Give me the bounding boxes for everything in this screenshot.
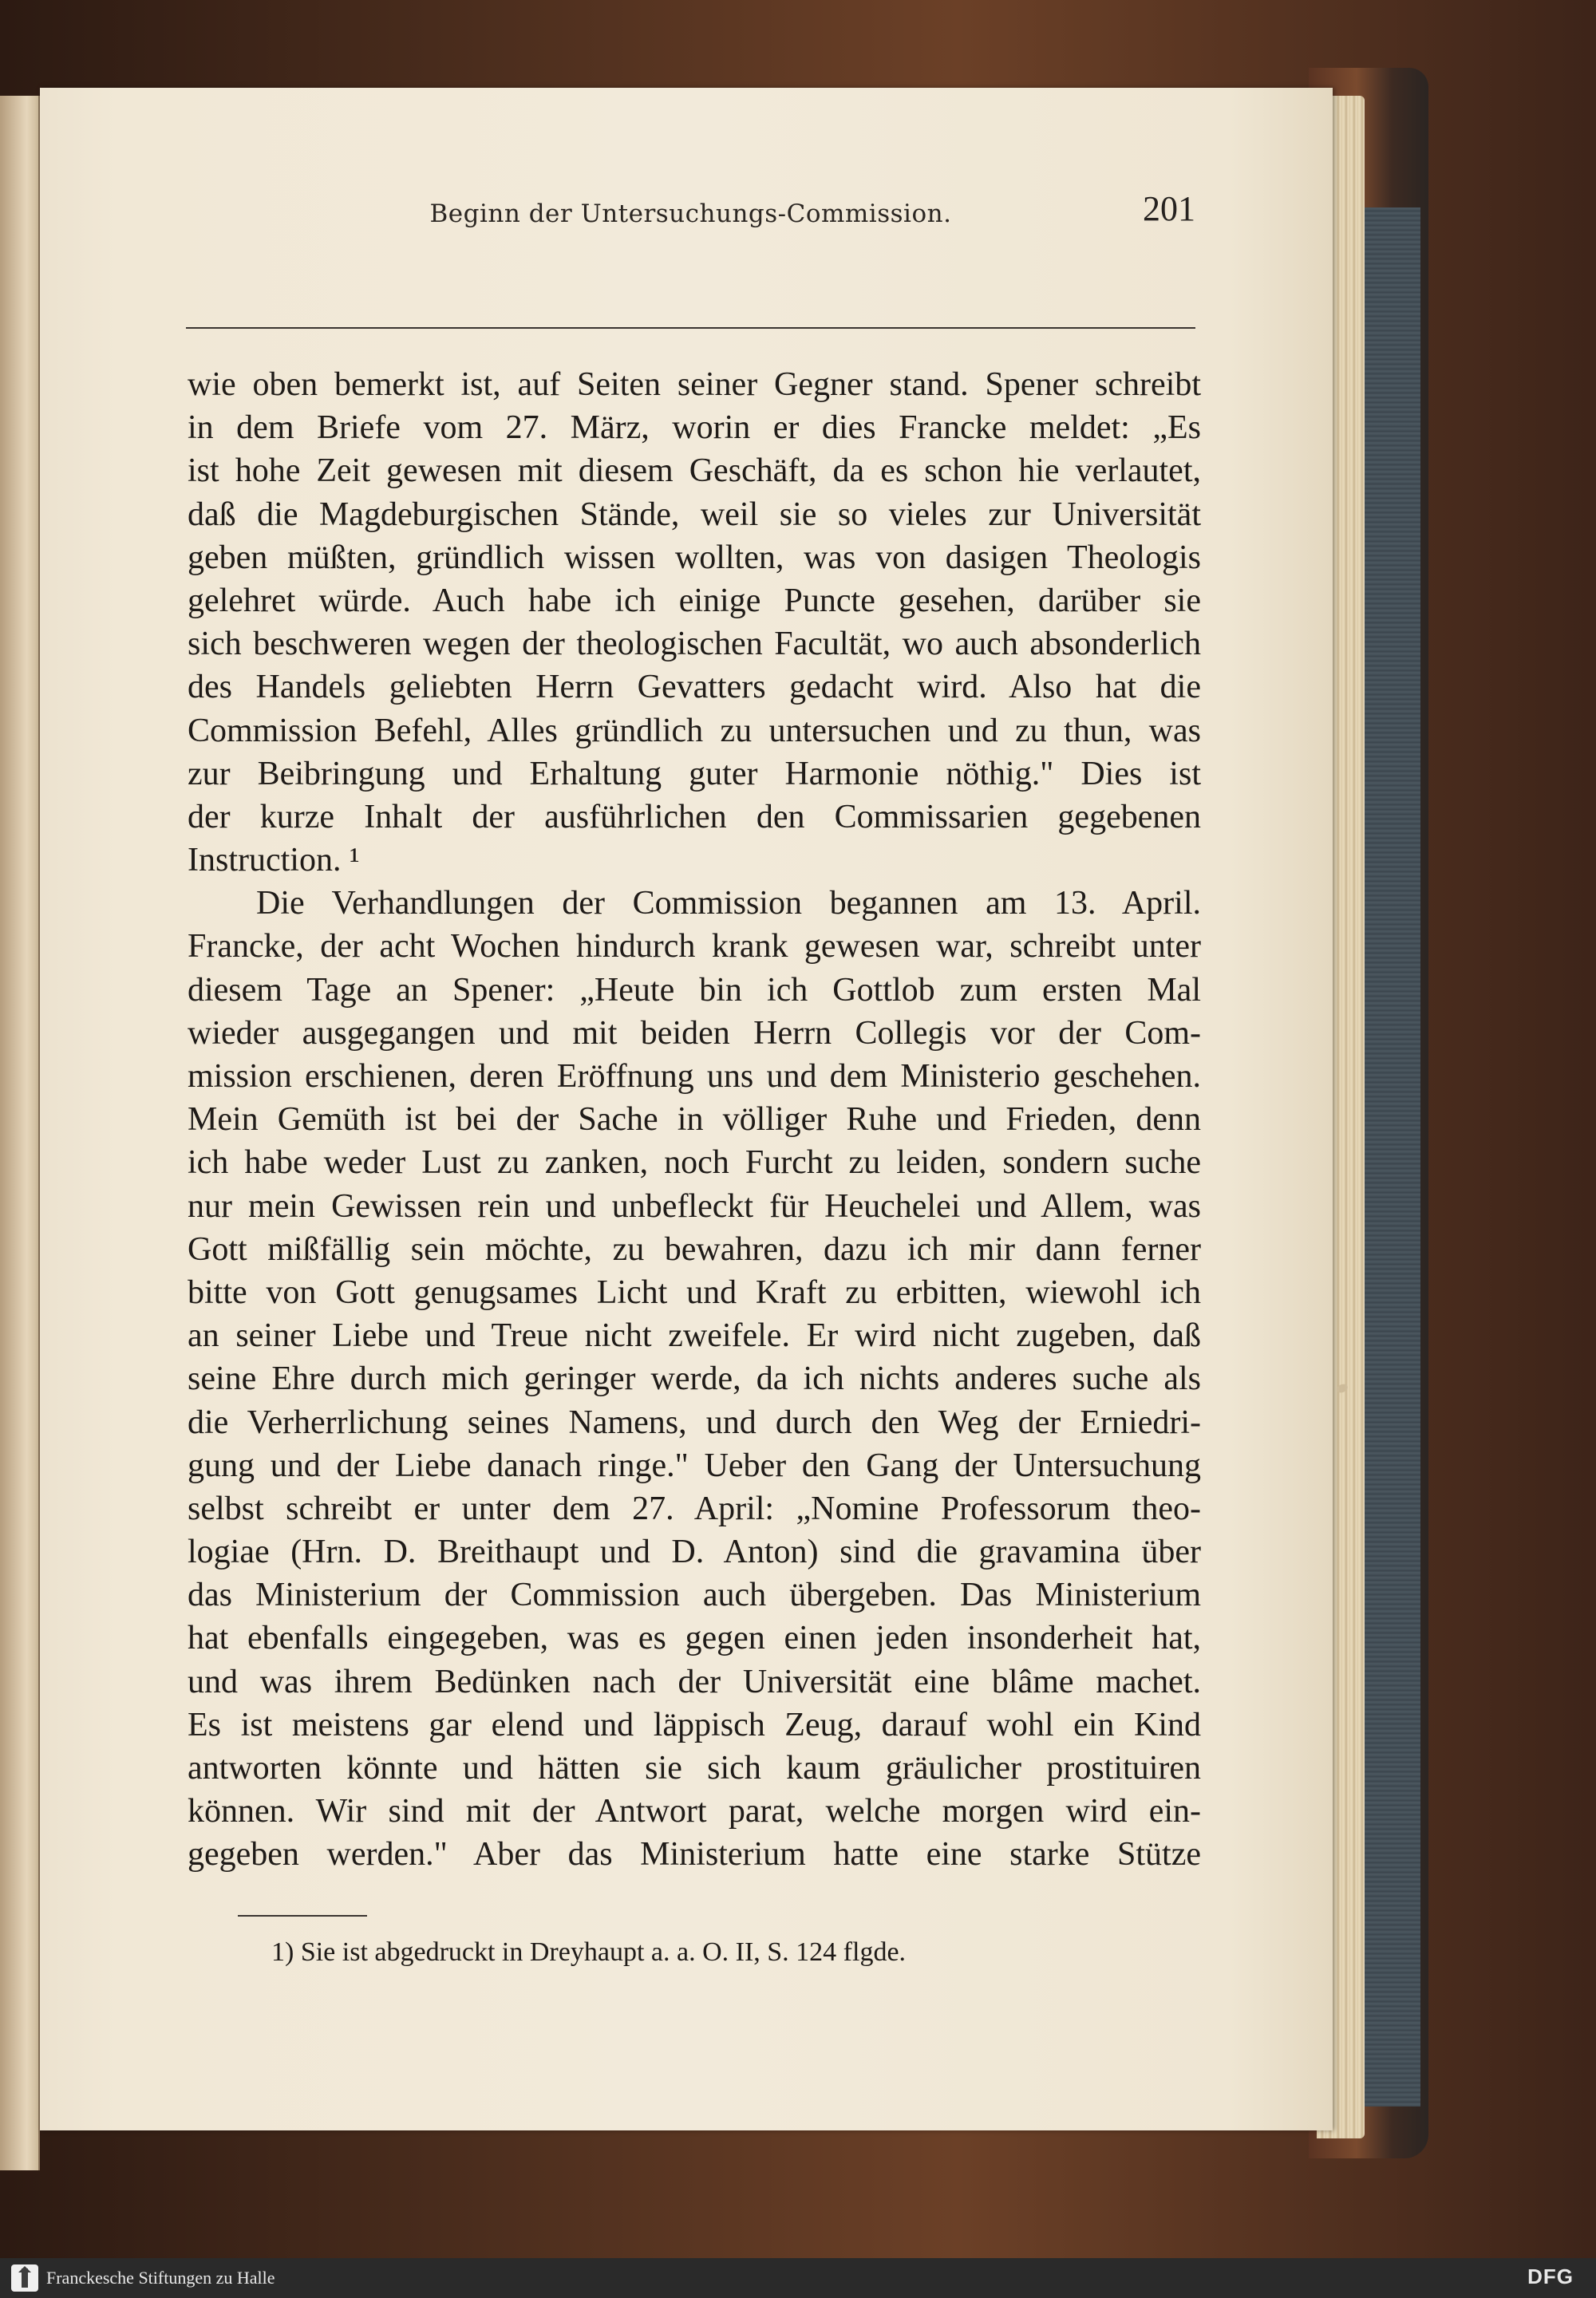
text-line: Es ist meistens gar elend und läppisch Zeug, darauf wohl ein Kind [188, 1706, 1201, 1743]
text-line: daß die Magdeburgischen Stände, weil sie so vieles zur Universität [188, 496, 1201, 533]
text-line: ich habe weder Lust zu zanken, noch Furcht zu leiden, sondern suche [188, 1144, 1201, 1182]
text-line: selbst schreibt er unter dem 27. April: „Nomine Professorum theo- [188, 1490, 1201, 1527]
footnote: 1) Sie ist abgedruckt in Dreyhaupt a. a. O. II, S. 124 flgde. [271, 1937, 907, 1967]
text-line: ist hohe Zeit gewesen mit diesem Geschäft, da es schon hie verlautet, [188, 452, 1201, 490]
text-line: und was ihrem Bedünken nach der Universität eine blâme machet. [188, 1663, 1201, 1700]
text-line: hat ebenfalls eingegeben, was es gegen einen jeden insonderheit hat, [188, 1620, 1201, 1657]
page-header [186, 189, 1195, 295]
text-line: nur mein Gewissen rein und unbefleckt für Heuchelei und Allem, was [188, 1187, 1201, 1225]
text-line: mission erschienen, deren Eröffnung uns und dem Ministerio geschehen. [188, 1058, 1201, 1095]
text-line: bitte von Gott genugsames Licht und Kraft zu erbitten, wiewohl ich [188, 1273, 1201, 1311]
viewer-footer [0, 2258, 1596, 2298]
text-line: Francke, der acht Wochen hindurch krank gewesen war, schreibt unter [188, 928, 1201, 965]
text-line: können. Wir sind mit der Antwort parat, welche morgen wird ein- [188, 1793, 1201, 1830]
body-text [188, 363, 1201, 1877]
text-line: in dem Briefe vom 27. März, worin er dies Francke meldet: „Es [188, 409, 1201, 447]
text-line: Commission Befehl, Alles gründlich zu untersuchen und zu thun, was [188, 712, 1201, 749]
header-rule [186, 327, 1195, 329]
text-line: geben müßten, gründlich wissen wollten, was von dasigen Theologis [188, 539, 1201, 576]
text-line: des Handels geliebten Herrn Gevatters gedacht wird. Also hat die [188, 669, 1201, 706]
text-line: antworten könnte und hätten sie sich kaum gräulicher prostituiren [188, 1750, 1201, 1787]
text-line: logiae (Hrn. D. Breithaupt und D. Anton) sind die gravamina über [188, 1534, 1201, 1571]
dfg-logo: DFG [1527, 2264, 1574, 2288]
text-line: die Verherrlichung seines Namens, und durch den Weg der Erniedri- [188, 1404, 1201, 1441]
text-line: wieder ausgegangen und mit beiden Herrn Collegis vor der Com- [188, 1014, 1201, 1052]
previous-page-edge [0, 96, 40, 2170]
text-line: diesem Tage an Spener: „Heute bin ich Gottlob zum ersten Mal [188, 971, 1201, 1009]
paragraph-end-line: Instruction. ¹ [188, 842, 360, 879]
institution-logo-icon [11, 2264, 38, 2292]
paragraph-start-line: Die Verhandlungen der Commission begannen am 13. April. [256, 885, 1201, 922]
text-line: zur Beibringung und Erhaltung guter Harmonie nöthig." Dies ist [188, 755, 1201, 792]
book-page [40, 88, 1333, 2130]
text-line: Mein Gemüth ist bei der Sache in völliger Ruhe und Frieden, denn [188, 1101, 1201, 1139]
text-line: gung und der Liebe danach ringe." Ueber den Gang der Untersuchung [188, 1447, 1201, 1484]
text-line: Gott mißfällig sein möchte, zu bewahren, dazu ich mir dann ferner [188, 1230, 1201, 1268]
text-line: seine Ehre durch mich geringer werde, da ich nichts anderes suche als [188, 1360, 1201, 1398]
text-line: gegeben werden." Aber das Ministerium hatte eine starke Stütze [188, 1836, 1201, 1874]
text-line: an seiner Liebe und Treue nicht zweifele. Er wird nicht zugeben, daß [188, 1317, 1201, 1355]
text-line: gelehret würde. Auch habe ich einige Puncte gesehen, darüber sie [188, 582, 1201, 619]
text-line: sich beschweren wegen der theologischen Facultät, wo auch absonderlich [188, 626, 1201, 663]
text-line: wie oben bemerkt ist, auf Seiten seiner Gegner stand. Spener schreibt [188, 366, 1201, 403]
page-number: 201 [1143, 189, 1195, 228]
text-line: der kurze Inhalt der ausführlichen den Commissarien gegebenen [188, 798, 1201, 835]
text-line: das Ministerium der Commission auch übergeben. Das Ministerium [188, 1577, 1201, 1614]
running-head: Beginn der Untersuchungs-Commission. [429, 199, 952, 228]
institution-name: Franckesche Stiftungen zu Halle [46, 2268, 275, 2288]
footnote-rule [238, 1915, 367, 1917]
book-cover-cloth [1361, 207, 1420, 2106]
